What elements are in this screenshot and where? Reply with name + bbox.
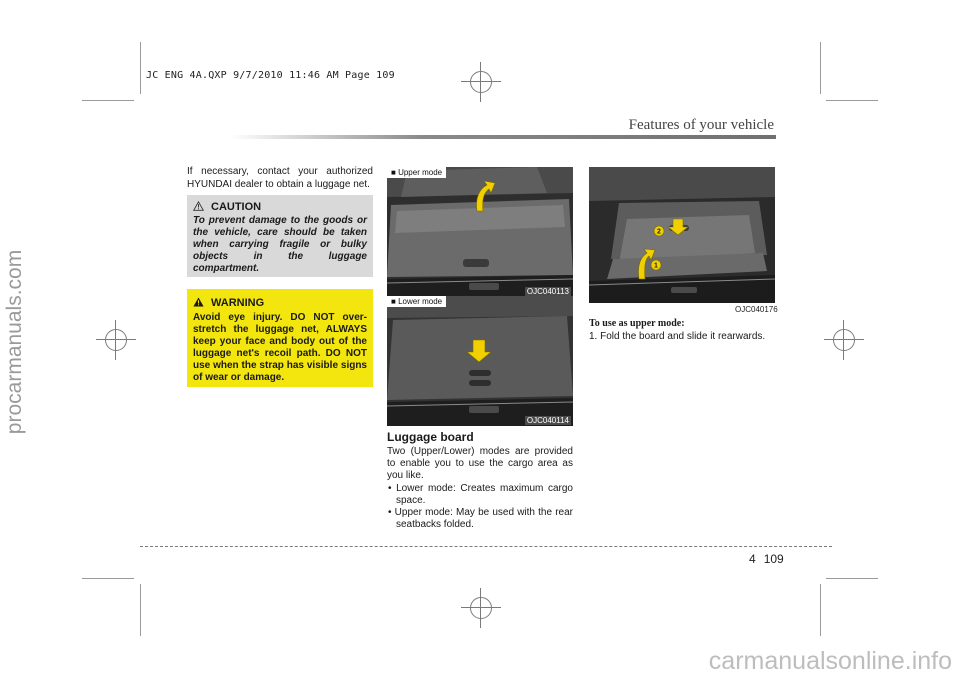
warning-body: Avoid eye injury. DO NOT over-stretch the luggage net, ALWAYS keep your face and body out of the luggage net's recoil path. DO NOT use when the strap has visible signs of wear or damage. <box>193 312 367 383</box>
crop-mark <box>140 584 141 636</box>
caution-triangle-icon <box>193 201 204 211</box>
list-item: • Upper mode: May be used with the rear seatbacks folded. <box>388 507 573 530</box>
figure-code: OJC040113 <box>526 287 569 296</box>
upper-mode-photo <box>387 167 573 297</box>
page-number <box>749 552 784 566</box>
print-slug: JC ENG 4A.QXP 9/7/2010 11:46 AM Page 109 <box>146 70 395 81</box>
registration-mark-icon <box>824 320 864 360</box>
figure-code: OJC040114 <box>526 416 569 425</box>
step-2-marker: 2 <box>657 228 661 236</box>
luggage-board-body <box>387 446 573 531</box>
page-number-value: 109 <box>763 552 784 566</box>
crop-mark <box>140 42 141 94</box>
section-title: Features of your vehicle <box>628 117 774 133</box>
caution-title: CAUTION <box>193 201 367 213</box>
caution-body: To prevent damage to the goods or the vehicle, care should be taken when carrying fragile or bulky objects in the luggage compartment. <box>193 215 367 274</box>
step-1-marker: 1 <box>654 262 658 270</box>
upper-mode-illustration <box>387 167 573 297</box>
upper-mode-step: 1. Fold the board and slide it rearwards. <box>589 331 766 342</box>
registration-mark-icon <box>96 320 136 360</box>
crop-mark <box>82 578 134 579</box>
fold-board-photo <box>589 167 775 303</box>
side-watermark[interactable]: procarmanuals.com <box>3 249 26 435</box>
chapter-number: 4 <box>749 552 756 566</box>
crop-mark <box>820 584 821 636</box>
footer-watermark[interactable]: carmanualsonline.info <box>708 647 952 675</box>
luggage-board-description: Two (Upper/Lower) modes are provided to enable you to use the cargo area as you like. <box>387 446 573 481</box>
crop-mark <box>82 100 134 101</box>
upper-mode-label: ■ Upper mode <box>387 167 446 178</box>
header-rule <box>230 135 776 139</box>
footer-rule <box>140 546 832 547</box>
crop-mark <box>826 578 878 579</box>
list-item: • Lower mode: Creates maximum cargo space. <box>388 483 573 506</box>
warning-title: WARNING <box>193 297 367 309</box>
fold-board-illustration <box>589 167 775 303</box>
lower-mode-photo <box>387 296 573 426</box>
warning-triangle-icon <box>193 297 204 307</box>
intro-paragraph: If necessary, contact your authorized HYUNDAI dealer to obtain a luggage net. <box>187 166 373 190</box>
crop-mark <box>820 42 821 94</box>
caution-box <box>187 195 373 277</box>
luggage-board-heading: Luggage board <box>387 430 474 444</box>
crop-mark <box>826 100 878 101</box>
registration-mark-icon <box>461 62 501 102</box>
upper-mode-heading: To use as upper mode: <box>589 318 685 329</box>
figure-code: OJC040176 <box>735 305 778 314</box>
lower-mode-illustration <box>387 296 573 426</box>
warning-box <box>187 289 373 387</box>
registration-mark-icon <box>461 588 501 628</box>
lower-mode-label: ■ Lower mode <box>387 296 446 307</box>
